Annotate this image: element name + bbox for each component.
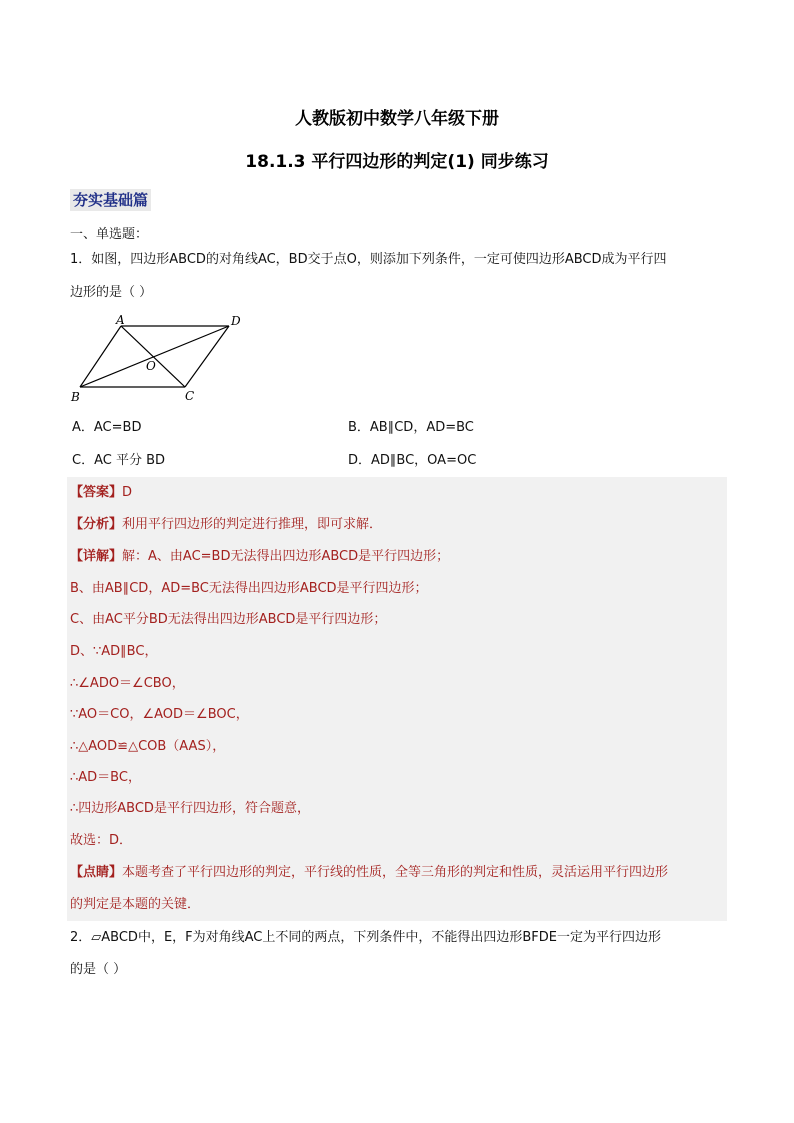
q1-detail-line3: C、由AC平分BD无法得出四边形ABCD是平行四边形； [70,612,387,627]
q1-stem-line1: 1．如图，四边形ABCD的对角线AC，BD交于点O，则添加下列条件，一定可使四边形ABCD成为平行四 [70,252,667,267]
analysis-text: 利用平行四边形的判定进行推理，即可求解． [122,517,383,532]
q1-analysis [70,515,382,535]
q1-detail-line2: B、由AB∥CD，AD=BC无法得出四边形ABCD是平行四边形； [70,581,428,596]
document-title: 人教版初中数学八年级下册 [295,109,499,129]
q1-answer [70,483,132,503]
section-label: 夯实基础篇 [70,189,151,211]
q1-detail-line9: ∴四边形ABCD是平行四边形，符合题意， [70,801,310,816]
side-ba [80,326,121,387]
label-d: D [231,314,241,328]
comment-text: 本题考查了平行四边形的判定，平行线的性质，全等三角形的判定和性质，灵活运用平行四边形 [122,865,669,880]
q1-option-b: B．AB∥CD，AD=BC [348,420,474,435]
q1-option-a: A．AC=BD [72,420,142,435]
q2-stem-line2: 的是（ ） [70,962,127,977]
q1-detail-line6: ∵AO＝CO，∠AOD＝∠BOC， [70,707,249,722]
document-subtitle: 18.1.3 平行四边形的判定(1) 同步练习 [245,152,549,172]
q2-stem-line1: 2．▱ABCD中，E，F为对角线AC上不同的两点，下列条件中，不能得出四边形BFDE一定为平行四边形 [70,930,661,945]
q1-stem-line2: 边形的是（ ） [70,285,153,300]
label-a: A [116,313,125,327]
q1-detail-line8: ∴AD＝BC， [70,770,141,785]
detail-tag: 【详解】 [70,549,123,564]
label-c: C [185,389,195,403]
q1-figure [68,312,258,407]
q1-detail-line7: ∴△AOD≌△COB（AAS）， [70,739,226,754]
label-b: B [71,390,80,404]
q1-detail-line10: 故选：D． [70,833,133,848]
q1-option-c: C．AC 平分 BD [72,453,166,468]
q1-detail-line5: ∴∠ADO＝∠CBO， [70,676,185,691]
analysis-tag: 【分析】 [70,517,123,532]
answer-tag: 【答案】 [70,485,123,500]
comment-tag: 【点睛】 [70,865,123,880]
q1-comment-line2: 的判定是本题的关键． [70,897,201,912]
q1-option-d: D．AD∥BC，OA=OC [348,453,477,468]
part-label: 一、单选题： [70,227,149,242]
q1-comment-line1 [70,863,668,883]
answer-text: D [122,485,133,500]
q1-detail-line4: D、∵AD∥BC， [70,644,158,659]
answer-explanation-block [67,477,727,921]
q1-detail-line1 [70,547,449,567]
detail-text: 解：A、由AC=BD无法得出四边形ABCD是平行四边形； [122,549,450,564]
label-o: O [146,359,156,373]
